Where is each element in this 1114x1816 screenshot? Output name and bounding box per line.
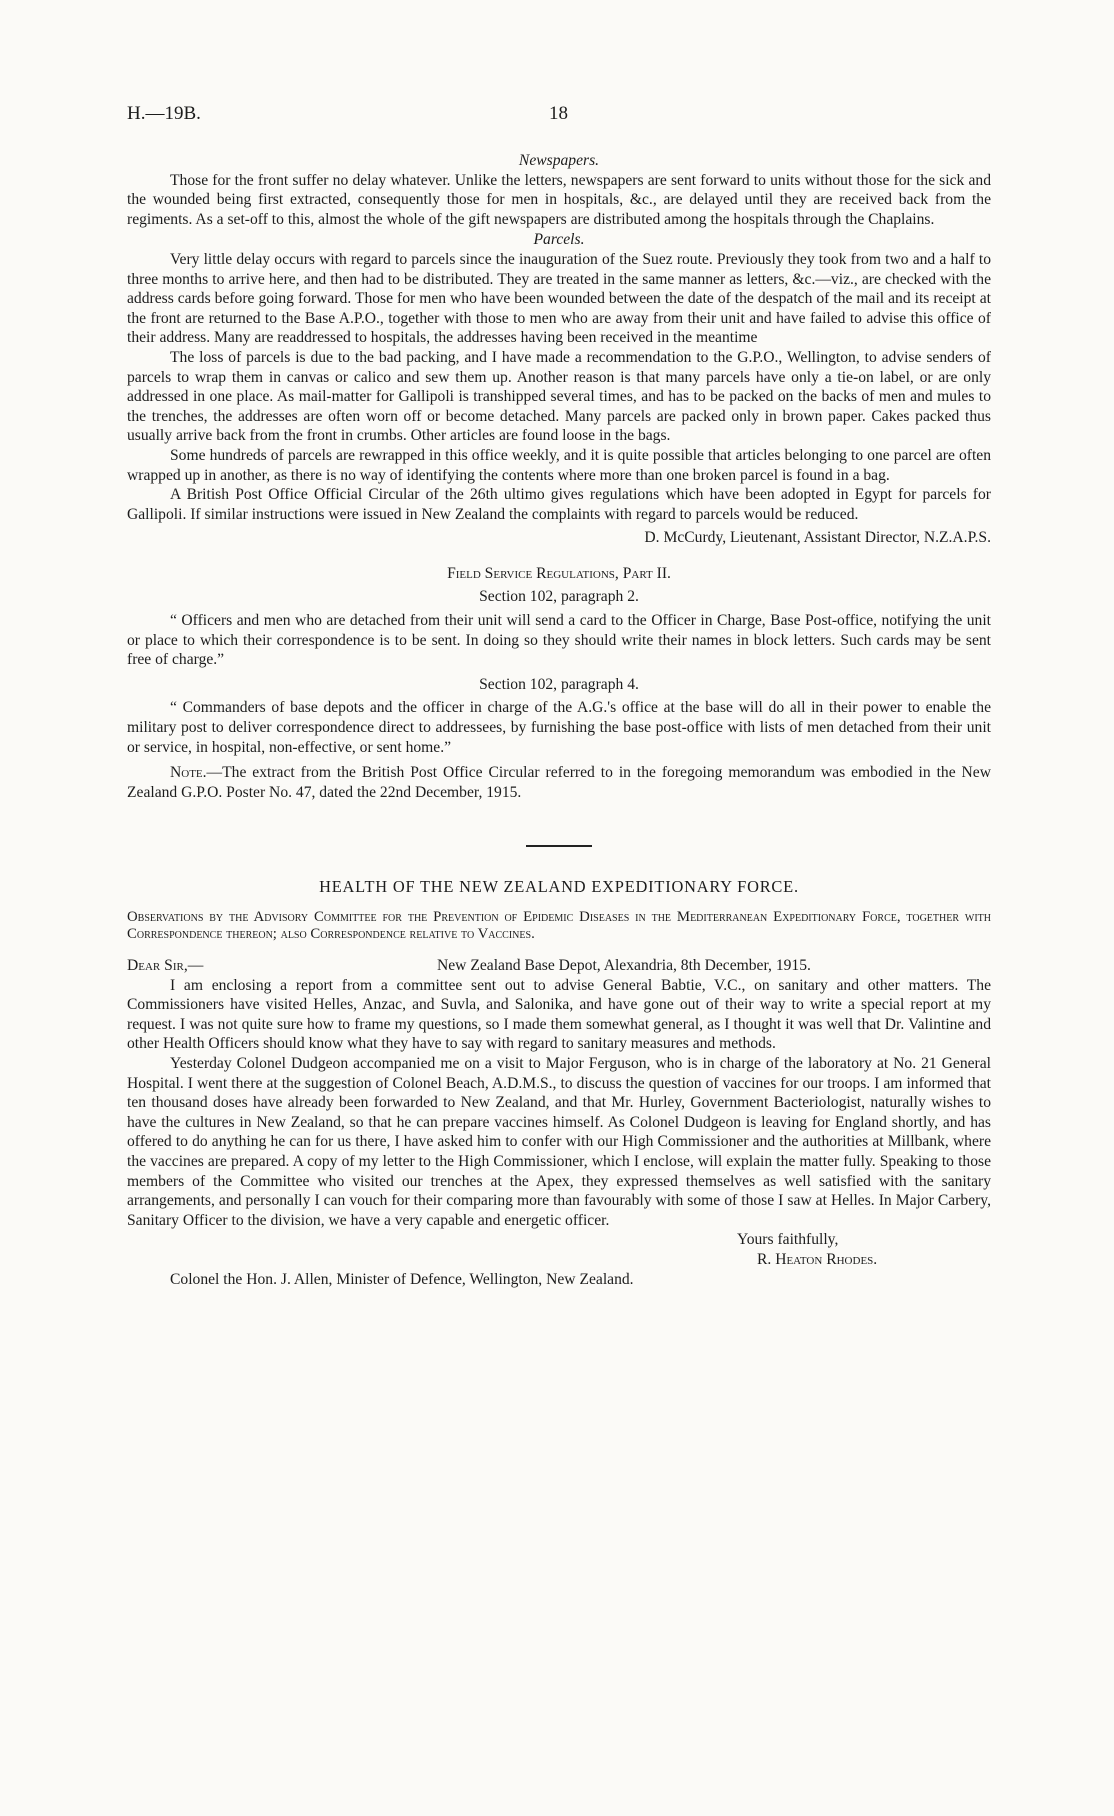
letter-closing: Yours faithfully, bbox=[737, 1231, 839, 1249]
parcels-heading: Parcels. bbox=[533, 231, 585, 249]
parcels-signature: D. McCurdy, Lieutenant, Assistant Director, N.Z.A.P.S. bbox=[644, 529, 991, 547]
health-subtitle: Observations by the Advisory Committee for the Prevention of Epidemic Diseases in the Mediterranean Expeditionary Force, together with Correspondence thereon; also Correspondence relative to Vaccines. bbox=[127, 909, 991, 942]
salutation: Dear Sir,— bbox=[127, 957, 204, 974]
regulations-section-1: Section 102, paragraph 2. bbox=[479, 588, 639, 606]
letter-header bbox=[127, 956, 991, 976]
newspapers-heading: Newspapers. bbox=[518, 152, 600, 169]
section-divider bbox=[526, 845, 592, 847]
parcels-paragraph-2: The loss of parcels is due to the bad packing, and I have made a recommendation to the G.P.O., Wellington, to advise senders of parcels to wrap them in canvas or calico and sew them up. Another reason is that many parcels have only a tie-on label, or are only addressed in one place. As mail-matter for Gallipoli is transhipped several times, and has to be packed on the backs of men and mules to the trenches, the addresses are often worn off or become detached. Many parcels are packed only in brown paper. Cakes packed thus usually arrive back from the front in crumbs. Other articles are found loose in the bags. bbox=[127, 348, 991, 445]
parcels-paragraph-1: Very little delay occurs with regard to parcels since the inauguration of the Suez route. Previously they took from two and a half to three months to arrive here, and then had to be distributed. They are treated in the same manner as letters, &c.—viz., are checked with the address cards before going forward. Those for men who have been wounded between the date of the despatch of the mail and its receipt at the front are returned to the Base A.P.O., together with those to men who are away from their unit and have failed to advise this office of their address. Many are readdressed to hospitals, the addresses having been received in the meantime bbox=[127, 250, 991, 347]
place-date: New Zealand Base Depot, Alexandria, 8th December, 1915. bbox=[437, 957, 811, 974]
note-label: Note. bbox=[170, 764, 207, 782]
regulations-quote-2: “ Commanders of base depots and the officer in charge of the A.G.'s office at the base will do all in their power to enable the military post to deliver correspondence direct to addressees, by furnishing the base post-office with lists of men detached from their unit or service, in hospital, non-effective, or sent home.” bbox=[127, 699, 991, 756]
letter-addressee: Colonel the Hon. J. Allen, Minister of Defence, Wellington, New Zealand. bbox=[170, 1270, 634, 1288]
page-number: 18 bbox=[549, 103, 568, 124]
page-content bbox=[127, 150, 991, 1289]
regulations-quote-1: “ Officers and men who are detached from their unit will send a card to the Officer in Charge, Base Post-office, notifying the unit or place to which their correspondence is to be sent. In doing so they should write their names in block letters. Such cards may be sent free of charge.” bbox=[127, 612, 991, 669]
note-text: —The extract from the British Post Office Circular referred to in the foregoing memorandum was embodied in the New Zealand G.P.O. Poster No. 47, dated the 22nd December, 1915. bbox=[127, 764, 991, 801]
letter-signer: R. Heaton Rhodes. bbox=[757, 1250, 878, 1268]
parcels-paragraph-3: Some hundreds of parcels are rewrapped in this office weekly, and it is quite possible that articles belonging to one parcel are often wrapped up in another, as there is no way of identifying the contents where more than one broken parcel is found in a bag. bbox=[127, 446, 991, 484]
letter-paragraph-2: Yesterday Colonel Dudgeon accompanied me on a visit to Major Ferguson, who is in charge of the laboratory at No. 21 General Hospital. I went there at the suggestion of Colonel Beach, A.D.M.S., to discuss the question of vaccines for our troops. I am informed that ten thousand doses have already been forwarded to New Zealand, and that Mr. Hurley, Government Bacteriologist, naturally wishes to have the cultures in New Zealand, so that he can prepare vaccines himself. As Colonel Dudgeon is leaving for England shortly, and has offered to do anything he can for us there, I have asked him to confer with our High Commissioner and the authorities at Millbank, where the vaccines are prepared. A copy of my letter to the High Commissioner, which I enclose, will explain the matter fully. Speaking to those members of the Committee who visited our trenches at the Apex, they expressed themselves as well satisfied with the sanitary arrangements, and personally I can vouch for their comparing more than favourably with some of those I saw at Helles. In Major Carbery, Sanitary Officer to the division, we have a very capable and energetic officer. bbox=[127, 1054, 991, 1229]
health-title: HEALTH OF THE NEW ZEALAND EXPEDITIONARY FORCE. bbox=[319, 877, 799, 897]
regulations-heading: Field Service Regulations, Part II. bbox=[447, 564, 671, 582]
document-code: H.—19B. bbox=[127, 103, 201, 124]
regulations-note bbox=[127, 763, 991, 802]
parcels-paragraph-4: A British Post Office Official Circular of the 26th ultimo gives regulations which have been adopted in Egypt for parcels for Gallipoli. If similar instructions were issued in New Zealand the complaints with regard to parcels would be reduced. bbox=[127, 486, 991, 523]
regulations-section-2: Section 102, paragraph 4. bbox=[479, 675, 639, 693]
newspapers-paragraph: Those for the front suffer no delay whatever. Unlike the letters, newspapers are sent forward to units without those for the sick and the wounded being first extracted, consequently those for men in hospitals, &c., are delayed until they are received back from the regiments. As a set-off to this, almost the whole of the gift newspapers are distributed among the hospitals through the Chaplains. bbox=[127, 171, 991, 228]
letter-paragraph-1: I am enclosing a report from a committee sent out to advise General Babtie, V.C., on sanitary and other matters. The Commissioners have visited Helles, Anzac, and Suvla, and Salonika, and have gone out of their way to write a special report at my request. I was not quite sure how to frame my questions, so I made them somewhat general, as I thought it was well that Dr. Valintine and other Health Officers should know what they have to say with regard to sanitary measures and methods. bbox=[127, 976, 991, 1053]
